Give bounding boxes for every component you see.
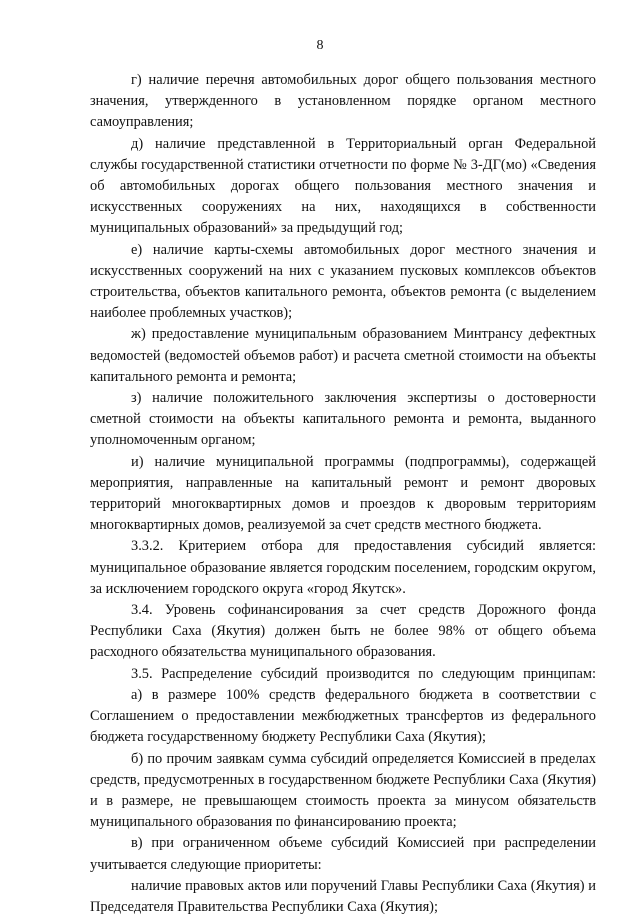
- document-body: [90, 70, 596, 918]
- paragraph-v: в) при ограниченном объеме субсидий Комиссией при распределении учитывается следующие приоритеты:: [90, 835, 596, 873]
- page-number: 8: [316, 38, 324, 53]
- paragraph-3-4: 3.4. Уровень софинансирования за счет средств Дорожного фонда Республики Саха (Якутия) должен быть не более 98% от общего объема расходного обязательства муниципального образования.: [90, 602, 596, 661]
- paragraph-e: е) наличие карты-схемы автомобильных дорог местного значения и искусственных сооружений на них с указанием пусковых комплексов объектов строительства, объектов капитального ремонта, объектов ремонта (с выделением наиболее проблемных участков);: [90, 241, 596, 322]
- paragraph-a: а) в размере 100% средств федерального бюджета в соответствии с Соглашением о предоставлении межбюджетных трансфертов из федерального бюджета государственному бюджету Республики Саха (Якутия);: [90, 686, 596, 746]
- paragraph-i: и) наличие муниципальной программы (подпрограммы), содержащей мероприятия, направленные на капитальный ремонт и ремонт дворовых территорий многоквартирных домов и проездов к дворовым территориям многоквартирных домов, реализуемой за счет средств местного бюджета.: [90, 453, 596, 534]
- paragraph-b: б) по прочим заявкам сумма субсидий определяется Комиссией в пределах средств, предусмотренных в государственном бюджете Республики Саха (Якутия) и в размере, не превышающем стоимость проекта за минусом обязательств муниципального образования по финансированию проекта;: [90, 750, 596, 831]
- paragraph-zh: ж) предоставление муниципальным образованием Минтрансу дефектных ведомостей (ведомостей объемов работ) и расчета сметной стоимости на объекты капитального ремонта и ремонта;: [90, 326, 596, 385]
- paragraph-3-5: 3.5. Распределение субсидий производится по следующим принципам:: [131, 665, 596, 682]
- paragraph-priority-1: наличие правовых актов или поручений Главы Республики Саха (Якутия) и Председателя Правительства Республики Саха (Якутия);: [90, 877, 596, 915]
- paragraph-g: г) наличие перечня автомобильных дорог общего пользования местного значения, утвержденного в установленном порядке органом местного самоуправления;: [90, 72, 596, 131]
- paragraph-z: з) наличие положительного заключения экспертизы о достоверности сметной стоимости на объекты капитального ремонта и ремонта, выданного уполномоченным органом;: [90, 390, 596, 449]
- paragraph-d: д) наличие представленной в Территориальный орган Федеральной службы государственной статистики отчетности по форме № 3-ДГ(мо) «Сведения об автомобильных дорогах общего пользования местного значения и искусственных сооружениях на них, находящихся в собственности муниципальных образований» за предыдущий год;: [90, 135, 596, 237]
- paragraph-3-3-2: 3.3.2. Критерием отбора для предоставления субсидий является: муниципальное образование является городским поселением, городским округом, за исключением городского округа «город Якутск».: [90, 538, 596, 597]
